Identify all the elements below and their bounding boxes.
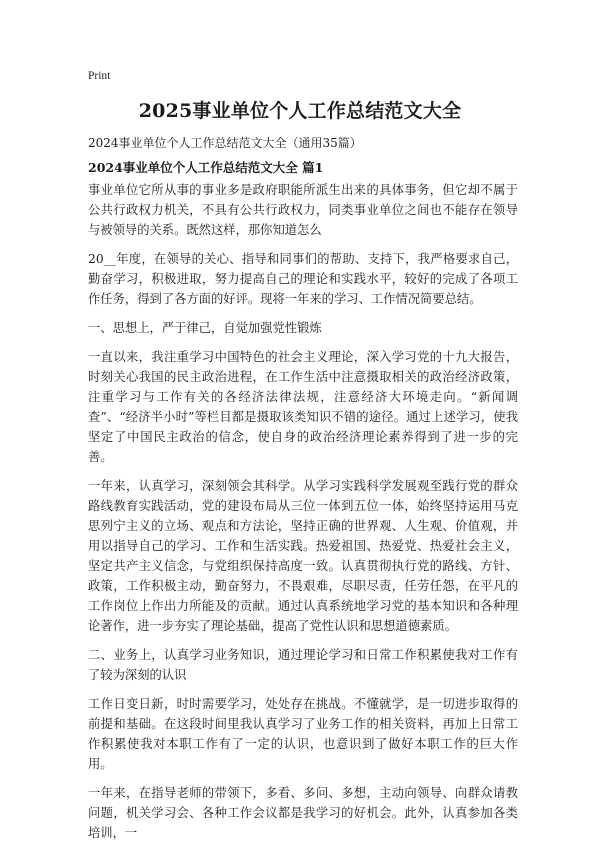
page-title: 2025事业单位个人工作总结范文大全 <box>138 100 462 122</box>
section-heading: 2024事业单位个人工作总结范文大全 篇1 <box>88 160 324 175</box>
subheading-ideology: 一、思想上，严于律己，自觉加强党性锻炼 <box>88 321 322 335</box>
document-body <box>88 180 518 852</box>
paragraph-theory-study: 一直以来，我注重学习中国特色的社会主义理论，深入学习党的十九大报告，时刻关心我国的民主政治进程，在工作生活中注意摄取相关的政治经济政策，注重学习与工作有关的各经济法律法规，注意经济大环境走向。“新闻调查”、“经济半小时”等栏目都是摄取该类知识不错的途径。通过上述学习，使我坚定了中国民主政治的信念，使自身的政治经济理论素养得到了进一步的完善。 <box>88 350 518 464</box>
subheading-business: 二、业务上，认真学习业务知识，通过理论学习和日常工作积累使我对工作有了较为深刻的认识 <box>88 648 518 682</box>
document-subtitle: 2024事业单位个人工作总结范文大全（通用35篇） <box>88 136 362 150</box>
print-link[interactable]: Print <box>88 70 111 82</box>
paragraph-work-learning: 工作日变日新，时时需要学习，处处存在挑战。不懂就学，是一切进步取得的前提和基础。在这段时间里我认真学习了业务工作的相关资料，再加上日常工作积累使我对本职工作有了一定的认识，也意识到了做好本职工作的巨大作用。 <box>88 697 518 771</box>
paragraph-mentor: 一年来，在指导老师的带领下，多看、多问、多想，主动向领导、向群众请教问题，机关学习会、各种工作会议都是我学习的好机会。此外，认真参加各类培训，一 <box>88 786 518 840</box>
paragraph-year-summary: 20__年度，在领导的关心、指导和同事们的帮助、支持下，我严格要求自己，勤奋学习，积极进取，努力提高自己的理论和实践水平，较好的完成了各项工作任务，得到了各方面的好评。现将一年来的学习、工作情况简要总结。 <box>88 252 518 306</box>
paragraph-science-study: 一年来，认真学习，深刻领会其科学。从学习实践科学发展观至践行党的群众路线教育实践活动，党的建设布局从三位一体到五位一体，始终坚持运用马克思列宁主义的立场、观点和方法论，坚持正确的世界观、人生观、价值观，并用以指导自己的学习、工作和生活实践。热爱祖国、热爱党、热爱社会主义，坚定共产主义信念，与党组织保持高度一致。认真贯彻执行党的路线、方针、政策，工作积极主动，勤奋努力，不畏艰难，尽职尽责，任劳任怨，在平凡的工作岗位上作出力所能及的贡献。通过认真系统地学习党的基本知识和各种理论著作，进一步夯实了理论基础，提高了党性认识和思想道德素质。 <box>88 479 518 633</box>
paragraph-intro: 事业单位它所从事的事业多是政府职能所派生出来的具体事务，但它却不属于公共行政权力机关，不具有公共行政权力，同类事业单位之间也不能存在领导与被领导的关系。既然这样，那你知道怎么 <box>88 183 518 237</box>
